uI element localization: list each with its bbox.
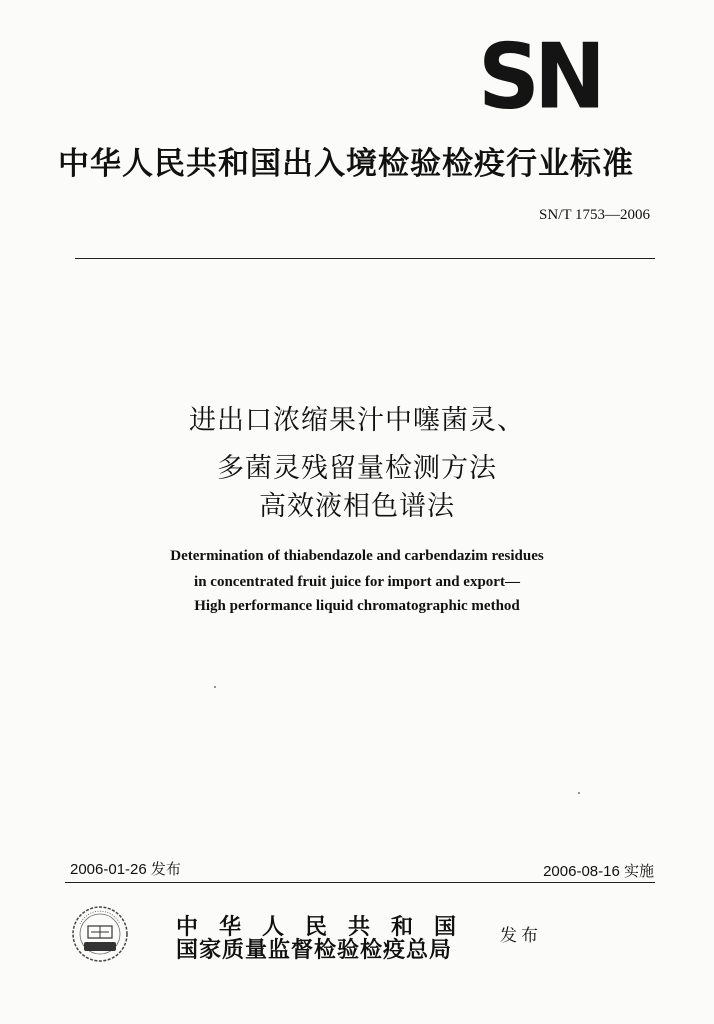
publish-label: 发布 [500,926,542,946]
issue-date: 2006-01-26 发布 [70,861,181,878]
implementation-date: 2006-08-16 实施 [543,863,654,880]
english-title-line-1: Determination of thiabendazole and carbendazim residues [170,548,544,564]
chinese-title-line-3: 高效液相色谱法 [259,491,455,522]
issuer-name-line-2: 国家质量监督检验检疫总局 [176,938,453,963]
bottom-divider [65,882,655,883]
organization-title: 中华人民共和国出入境检验检疫行业标准 [58,146,634,182]
english-title-line-2: in concentrated fruit juice for import and export— [194,574,520,590]
chinese-title-line-2: 多菌灵残留量检测方法 [217,453,497,484]
standard-number: SN/T 1753—2006 [539,207,650,223]
sn-logo: SN [478,24,600,130]
scan-speck [214,686,216,688]
chinese-title-line-1: 进出口浓缩果汁中噻菌灵、 [189,405,525,436]
scan-speck [578,792,580,794]
english-title-line-3: High performance liquid chromatographic method [194,598,520,614]
issuer-name-line-1: 中华人民共和国 [176,915,478,940]
top-divider [75,258,655,259]
official-seal-icon [70,904,130,964]
